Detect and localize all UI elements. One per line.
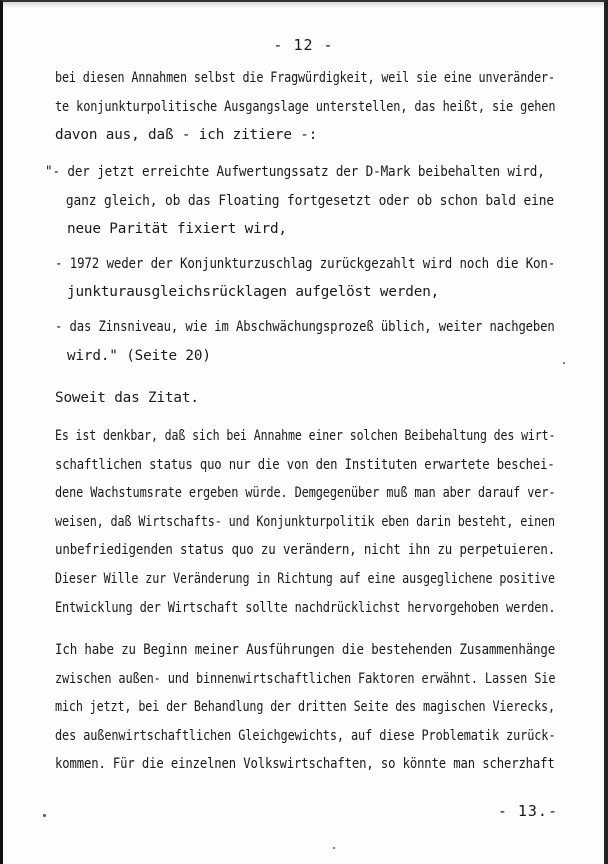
paragraph-3: [55, 636, 555, 779]
paragraph-2: [55, 422, 555, 622]
soweit-line: [55, 384, 555, 413]
scan-speck: [333, 847, 335, 849]
quote-line: ganz gleich, ob das Floating fortgesetzt oder ob schon bald eine: [65, 192, 555, 209]
quote-line: wird." (Seite 20): [67, 347, 211, 364]
intro-paragraph: [55, 64, 555, 150]
text-line: bei diesen Annahmen selbst die Fragwürdigkeit, weil sie eine unveränder-: [55, 70, 555, 86]
text-line: schaftlichen status quo nur die von den Instituten erwartete beschei-: [55, 456, 555, 473]
text-line: Entwicklung der Wirtschaft sollte nachdrücklichst hervorgehoben werden.: [55, 599, 556, 616]
text-line: te konjunkturpolitische Ausgangslage unterstellen, das heißt, sie gehen: [55, 98, 556, 115]
text-line: des außenwirtschaftlichen Gleichgewichts, auf diese Problematik zurück-: [55, 727, 556, 744]
text-line: Dieser Wille zur Veränderung in Richtung auf eine ausgeglichene positive: [55, 570, 555, 587]
text-line: zwischen außen- und binnenwirtschaftlichen Faktoren erwähnt. Lassen Sie: [55, 670, 556, 687]
quotation-block: [45, 158, 556, 370]
text-line: Soweit das Zitat.: [55, 390, 199, 406]
scan-speck: [43, 814, 46, 817]
quote-line: junkturausgleichsrücklagen aufgelöst werden,: [67, 284, 440, 301]
page-number: - 12 -: [273, 36, 334, 54]
text-line: weisen, daß Wirtschafts- und Konjunkturpolitik eben darin besteht, einen: [55, 513, 555, 530]
text-line: davon aus, daß - ich zitiere -:: [55, 127, 318, 144]
quote-line: - das Zinsniveau, wie im Abschwächungsprozeß üblich, weiter nachgeben: [55, 318, 555, 335]
scan-speck: [563, 362, 565, 364]
text-line: mich jetzt, bei der Behandlung der dritten Seite des magischen Vierecks,: [55, 699, 555, 716]
text-line: kommen. Für die einzelnen Volkswirtschaften, so könnte man scherzhaft: [55, 756, 555, 773]
scan-edge: [3, 2, 604, 8]
next-page-marker: - 13.-: [497, 802, 558, 820]
quote-line: "- der jetzt erreichte Aufwertungssatz der D-Mark beibehalten wird,: [45, 164, 545, 180]
quote-line: neue Parität fixiert wird,: [67, 221, 287, 238]
text-line: unbefriedigenden status quo zu verändern, nicht ihn zu perpetuieren.: [55, 542, 556, 559]
text-line: dene Wachstumsrate ergeben würde. Demgegenüber muß man aber darauf ver-: [55, 485, 556, 502]
quote-line: - 1972 weder der Konjunkturzuschlag zurückgezahlt wird noch die Kon-: [55, 255, 556, 272]
text-line: Es ist denkbar, daß sich bei Annahme einer solchen Beibehaltung des wirt-: [55, 428, 556, 444]
text-line: Ich habe zu Beginn meiner Ausführungen die bestehenden Zusammenhänge: [55, 642, 556, 658]
